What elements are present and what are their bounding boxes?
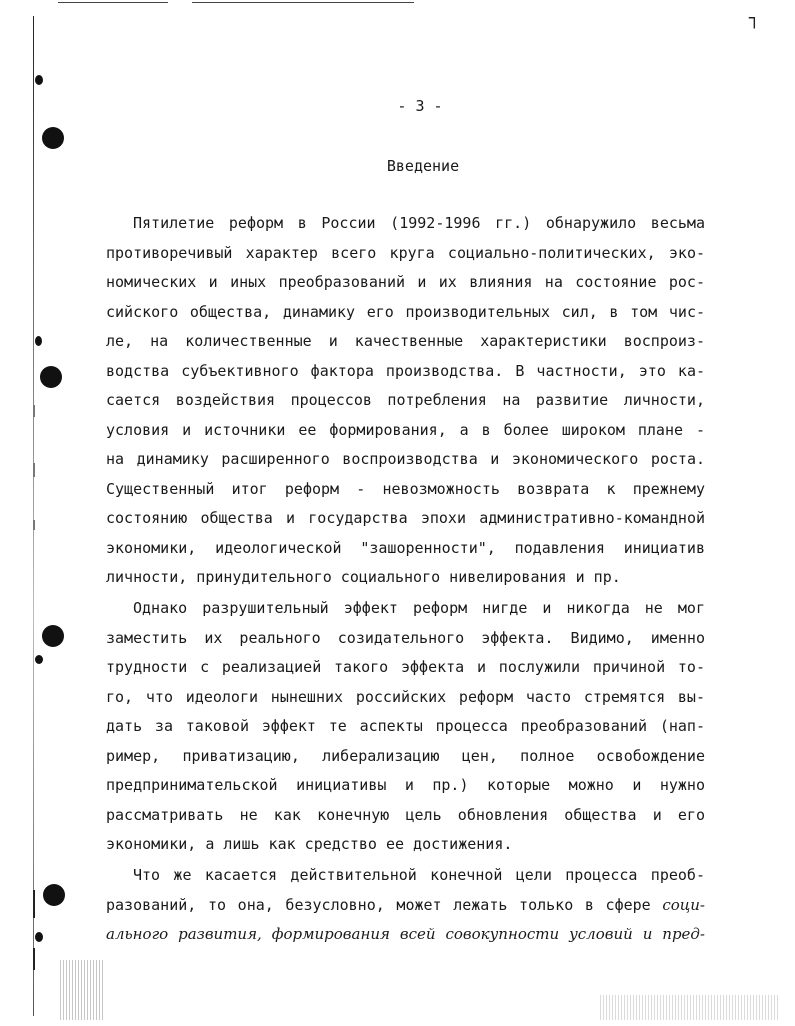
text-line: Существенный итог реформ - невозможность возврата к прежнему	[106, 479, 705, 498]
punch-hole	[40, 366, 62, 388]
punch-hole	[35, 932, 43, 942]
scan-corner-mark: ┐	[749, 8, 760, 29]
scan-tick	[33, 405, 35, 417]
punch-hole	[35, 655, 43, 664]
scan-noise	[60, 960, 105, 1020]
text-line: водства субъективного фактора производства. В частности, это ка-	[106, 361, 705, 380]
text-line: личности, принудительного социального нивелирования и пр.	[106, 568, 621, 586]
text-line: противоречивый характер всего круга социально-политических, эко-	[106, 243, 705, 262]
punch-hole	[35, 75, 43, 85]
text-line: ле, на количественные и качественные характеристики воспроиз-	[106, 332, 705, 350]
text-line: номических и иных преобразований и их влияния на состояние рос-	[106, 273, 705, 291]
page-number: - 3 -	[397, 97, 443, 115]
text-line: Пятилетие реформ в России (1992-1996 гг.) обнаружило весьма	[133, 214, 705, 232]
text-line: состоянию общества и государства эпохи административно-командной	[106, 509, 705, 527]
paragraph-2	[106, 594, 705, 860]
paragraph-1	[106, 209, 705, 593]
text-line: заместить их реального созидательного эффекта. Видимо, именно	[106, 628, 705, 647]
text-line: сается воздействия процессов потребления на развитие личности,	[106, 391, 705, 409]
paragraph-3	[106, 861, 705, 950]
scan-top-rule	[58, 2, 168, 3]
text-line: трудности с реализацией такого эффекта и послужили причиной то-	[106, 658, 705, 676]
text-line: на динамику расширенного воспроизводства и экономического роста.	[106, 450, 705, 468]
italic-text: соци-	[662, 895, 705, 914]
italic-text-line: ального развития, формирования всей совокупности условий и пред-	[106, 925, 705, 943]
punch-hole	[43, 884, 65, 906]
text-line: условия и источники ее формирования, а в более широком плане -	[106, 420, 705, 439]
text-line: дать за таковой эффект те аспекты процесса преобразований (нап-	[106, 717, 705, 735]
text-line	[106, 891, 705, 921]
text-line: экономики, а лишь как средство ее достижения.	[106, 835, 513, 853]
text-line: го, что идеологи нынешних российских реформ часто стремятся вы-	[106, 687, 705, 706]
scan-tick	[33, 890, 35, 918]
scan-top-rule	[192, 2, 414, 3]
scan-tick	[33, 463, 35, 477]
scan-tick	[33, 520, 35, 530]
text-line: сийского общества, динамику его производительных сил, в том чис-	[106, 302, 705, 321]
text-line: Однако разрушительный эффект реформ нигде и никогда не мог	[133, 599, 705, 617]
punch-hole	[42, 127, 64, 149]
scan-tick	[33, 948, 35, 970]
text-line: экономики, идеологической "зашоренности", подавления инициатив	[106, 538, 705, 557]
punch-hole	[35, 336, 42, 346]
punch-hole	[42, 625, 64, 647]
scan-noise	[600, 995, 780, 1020]
text-line: ример, приватизацию, либерализацию цен, полное освобождение	[106, 746, 705, 765]
text-line: Что же касается действительной конечной цели процесса преоб-	[133, 866, 705, 884]
section-heading: Введение	[386, 157, 460, 175]
text-line: рассматривать не как конечную цель обновления общества и его	[106, 805, 705, 824]
text-line: предпринимательской инициативы и пр.) которые можно и нужно	[106, 776, 705, 794]
text-line-start: разований, то она, безусловно, может лежать только в сфере	[106, 895, 663, 914]
